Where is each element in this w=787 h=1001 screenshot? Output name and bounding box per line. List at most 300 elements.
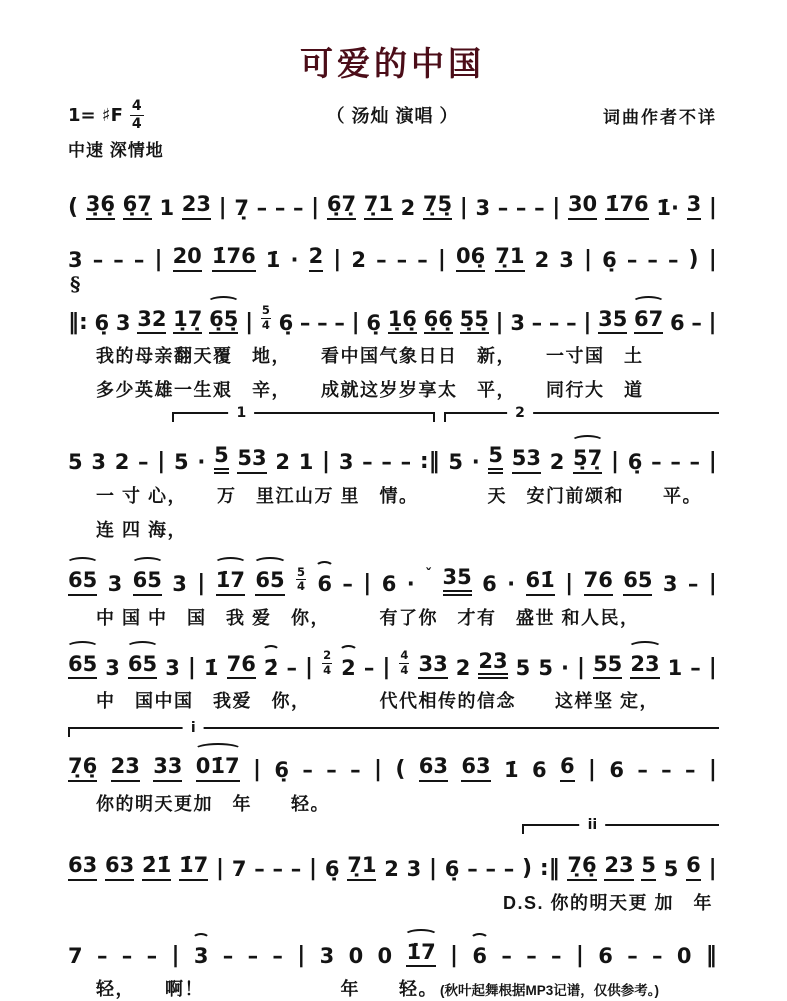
duration-dash: – [317,310,328,335]
note-token: 6 [560,755,575,782]
duration-dash: – [652,943,663,968]
bracket-label: 1 [228,405,254,422]
inline-time-signature: 2 4 [323,648,332,677]
note-token: 6 [472,945,487,968]
lyric-line: 中 国 中 国 我 爱 你， 有了你 才有 盛世 和人民， [96,607,640,628]
barline: ( [68,195,79,221]
music-system-5 [68,554,717,630]
duration-dash: – [551,943,562,968]
note-token: 1̇ [503,758,519,783]
volta-bracket-i [68,720,719,737]
note-token: 1̇7 [179,854,208,881]
note-token: 6̣5̣ [209,308,238,335]
note-token: 5 [68,450,83,475]
note-token: 3̣6̣ [86,193,115,220]
note-token: 1̣6̣ [388,308,417,335]
inline-time-signature: 4 4 [400,648,409,677]
duration-dash: – [685,758,696,783]
note-token: 6̣ [278,310,294,335]
note-token: 2 [309,245,324,272]
note-token: 6̣ [602,248,617,273]
barline: | [157,449,166,475]
barline: ( [395,757,406,783]
slur-arc [339,645,358,658]
note-token: 55 [593,653,622,680]
slur-arc [253,557,286,570]
duration-dash: – [334,310,345,335]
time-top: 4 [131,98,142,114]
note-token: 3 [107,572,123,597]
barline: :‖ [419,449,440,475]
barline: | [610,449,620,475]
duration-dash: – [342,572,353,597]
bracket-label: 2 [507,405,533,422]
volta-bracket-2 [444,405,719,422]
note-token: 6̣7̣ [327,193,356,220]
barline: | [333,246,342,272]
note-token: 7̣6̣ [567,854,596,881]
music-line [68,181,717,220]
note-token: 5 [538,655,553,680]
note-token: · [471,450,480,475]
note-token: · [406,572,415,597]
note-token: 1̣7̣ [173,308,202,335]
music-line [68,743,717,782]
note-token: 6̣7̣ [123,193,152,220]
note-token: 7̣6̣ [68,755,97,782]
duration-dash: – [667,248,679,273]
barline: | [708,856,717,881]
note-token: 3 [687,193,702,220]
duration-dash: – [400,450,412,475]
barline: | [708,570,717,596]
note-token: 1̇ [203,655,219,680]
segno-icon: § [70,271,81,296]
note-token: 7 [68,943,83,968]
lyric-line: 你的明天更加 年 轻。 [96,794,330,815]
note-token: 23 [182,193,211,220]
duration-dash: – [256,196,268,221]
tempo-marking: 中速 深情地 [68,141,164,161]
note-token: 5 [641,854,656,881]
volta-bracket-ii [522,817,719,834]
note-token: 5 [488,444,503,474]
volta-bracket-1 [172,405,436,422]
duration-dash: – [526,943,537,968]
duration-dash: – [651,450,662,475]
music-line [68,233,717,272]
note-token: 2 [114,450,130,475]
note-token: · [197,450,206,475]
note-token: 3 [406,857,422,882]
note-token: 65 [255,569,284,596]
barline: | [708,654,717,680]
note-token: 1 [298,450,314,475]
duration-dash: – [350,758,361,783]
barline: | [216,856,225,881]
note-token: 76 [584,569,613,596]
music-system-4 [68,406,717,542]
note-token: 1̇76 [605,193,649,220]
inline-time-signature: 5 4 [296,564,305,594]
duration-dash: – [274,196,286,221]
note-token: 5 [663,857,679,882]
barline: | [197,570,206,596]
duration-dash: – [292,196,304,221]
music-line [68,842,717,881]
slur-arc [262,645,281,658]
music-system-9 [68,929,717,1001]
barline: | [576,654,586,680]
music-line [68,554,717,596]
note-token: · [507,572,516,597]
note-token: 3 [115,310,131,335]
music-line [68,432,717,474]
duration-dash: – [515,196,527,221]
note-token: 2 [534,248,550,273]
note-token: 06̣ [456,245,485,272]
barline: | [587,757,596,783]
duration-dash: – [113,248,124,273]
barline: | [218,195,227,221]
duration-dash: – [627,943,638,968]
music-system-1 [68,181,717,220]
credit: 词曲作者不详 [603,107,717,127]
duration-dash: – [326,758,337,783]
duration-dash: – [92,248,104,273]
note-token: 1̇7 [406,941,435,968]
music-system-8 [68,818,717,915]
barline: | [708,757,717,783]
barline: | [311,195,320,221]
note-token: 6 [609,758,624,783]
note-token: 2 [341,657,356,680]
note-token: 5 [448,450,463,475]
lyric-line: 轻， 啊！ 年 轻。 (秋叶起舞根据MP3记谱，仅供参考。) [96,979,659,1000]
note-token: 7̣1 [347,854,376,881]
note-token: 35 [443,566,472,596]
slur-arc [207,296,240,309]
note-token: 7̣1 [495,245,524,272]
note-token: 0 [676,943,692,968]
duration-dash: – [548,310,560,335]
note-token: · [290,248,299,273]
duration-dash: – [247,943,259,968]
note-token: 63 [461,755,490,782]
bracket-label: ii [580,817,606,834]
note-token: 6̣ [366,310,381,335]
note-token: 23 [604,854,633,881]
note-token: 53 [237,447,266,474]
note-token: 2 [400,196,416,221]
duration-dash: – [566,310,577,335]
barline: | [575,942,584,968]
breath-mark-icon: ˇ [425,566,433,583]
duration-dash: – [376,248,387,273]
duration-dash: – [485,857,496,882]
duration-dash: – [254,857,265,882]
slur-arc [194,743,242,756]
barline: | [495,309,504,335]
note-token: 65 [68,653,97,680]
note-token: 6 [686,854,701,881]
slur-arc [126,641,159,654]
source-footnote: (秋叶起舞根据MP3记谱，仅供参考。) [440,983,659,999]
note-token: 3 [475,196,491,221]
duration-dash: – [689,450,701,475]
duration-dash: – [222,943,234,968]
lyric-line: 中 国中国 我爱 你， 代代相传的信念 这样坚 定， [96,691,659,712]
note-token: 6̣6̣ [424,308,453,335]
note-token: 3 [91,450,106,475]
barline: ) [688,246,699,272]
note-token: 6 [317,573,332,596]
barline: ‖ [705,942,717,968]
note-token: 53 [512,447,541,474]
note-token: 6 [482,572,497,597]
time-bottom: 4 [131,115,142,132]
note-token: 6̣ [627,450,643,475]
note-token: 6̣ [94,310,110,335]
duration-dash: – [362,450,373,475]
duration-dash: – [302,758,313,783]
barline: | [309,856,318,881]
note-token: 2 [549,450,565,475]
barline: | [437,246,446,272]
duration-dash: – [467,857,478,882]
duration-dash: – [691,310,702,335]
duration-dash: – [501,943,512,968]
note-token: 3 [165,655,180,680]
note-token: 1̇· [656,196,679,221]
barline: | [459,195,468,221]
note-token: 23 [478,650,507,680]
note-token: 23 [630,653,659,680]
slur-arc [131,557,164,570]
duration-dash: – [290,857,302,882]
barline: | [552,195,561,221]
barline: | [171,942,180,968]
song-title: 可爱的中国 [300,45,485,82]
slur-arc [66,641,99,654]
note-token: 7̣1 [364,193,393,220]
note-token: 5̣5̣ [460,308,489,335]
note-token: 6̣ [274,758,290,783]
note-token: 6̣ [324,857,340,882]
note-token: 5 [174,450,189,475]
note-token: 1 [667,655,683,680]
note-token: 3 [68,248,83,273]
note-token: 76 [227,653,256,680]
slur-arc [66,557,99,570]
barline: | [708,309,717,335]
note-token: 23 [111,755,140,782]
note-token: 3 [172,572,187,597]
key-text: 1= ♯F [68,104,123,126]
note-token: 3 [338,450,354,475]
note-token: 2 [455,655,471,680]
duration-dash: – [96,943,108,968]
note-token: 30 [568,193,597,220]
duration-dash: – [670,450,681,475]
time-signature-main [130,99,144,131]
note-token: 65 [128,653,157,680]
barline: | [565,570,574,596]
barline: | [450,942,459,968]
duration-dash: – [146,943,158,968]
note-token: 63 [68,854,97,881]
lyric-line: 多少英雄一生艰 辛， 成就这岁岁享太 平， 同行大 道 [96,380,644,401]
barline: | [708,449,717,475]
barline: | [297,942,306,968]
duration-dash: – [690,655,701,680]
barline: | [428,856,438,881]
performer: （ 汤灿 演唱 ） [326,106,459,127]
note-token: 1 [159,196,175,221]
note-token: 2 [351,248,367,273]
music-line [68,638,717,680]
duration-dash: – [121,943,133,968]
barline: | [245,309,254,335]
music-system-2 [68,233,717,272]
note-token: 6 [598,943,613,968]
slur-arc [192,933,211,946]
barline: | [373,757,382,783]
lyric-line: 我的母亲翻天覆 地， 看中国气象日日 新， 一寸国 土 [96,346,644,367]
bracket-label: i [183,720,204,737]
duration-dash: – [417,248,428,273]
note-token: 65 [623,569,652,596]
duration-dash: – [138,450,149,475]
duration-dash: – [272,857,283,882]
duration-dash: – [133,248,145,273]
note-token: 2̇ [264,657,279,680]
barline: | [382,654,391,680]
slur-arc [315,561,334,574]
note-token: 3 [105,655,120,680]
slur-arc [632,296,665,309]
note-token: 1̇7 [216,569,245,596]
duration-dash: – [626,248,638,273]
note-token: 7̣ [234,196,249,221]
barline: | [363,570,372,596]
note-token: 01̇7 [196,755,240,782]
note-token: 5 [515,655,531,680]
note-token: 3 [319,943,335,968]
music-systems [68,181,717,1001]
duration-dash: – [363,655,375,680]
note-token: 1̇ [265,248,281,273]
note-token: 0 [377,943,393,968]
duration-dash: – [647,248,658,273]
note-token: 3 [559,248,574,273]
note-token: 2̇1̇ [142,854,171,881]
note-token: 6 [669,310,685,335]
music-line [68,296,717,335]
note-token: 0 [348,943,364,968]
note-token: 6 [531,758,547,783]
duration-dash: – [661,758,672,783]
lyric-line: 一 寸 心， 万 里江山万 里 情。 天 安门前颂和 平。 [96,486,702,507]
barline: ‖: [68,309,88,335]
slur-arc [470,933,489,946]
music-system-7 [68,721,717,816]
note-token: 5 [214,444,229,474]
note-token: 32 [137,308,166,335]
lyric-line: D.S. 你的明天更 加 年 [502,892,713,913]
duration-dash: – [531,310,543,335]
barline: | [351,309,360,335]
note-token: 33 [418,653,447,680]
duration-dash: – [396,248,408,273]
duration-dash: – [534,196,545,221]
note-token: 5̣7̣ [573,447,602,474]
note-token: 7̣5̣ [423,193,452,220]
note-token: 3 [194,945,209,968]
slur-arc [404,929,437,942]
music-system-6 [68,638,717,714]
note-token: 63 [419,755,448,782]
duration-dash: – [381,450,392,475]
barline: :‖ [539,856,560,881]
barline: | [322,449,331,475]
note-token: · [560,655,569,680]
duration-dash: – [286,655,297,680]
slur-arc [571,435,604,448]
note-token: 7 [231,857,247,882]
barline: ) [521,856,533,881]
music-line [68,929,717,968]
note-token: 65 [68,569,97,596]
meta-row [68,99,717,131]
lyric-line: 连 四 海， [96,520,188,541]
duration-dash: – [299,310,311,335]
barline: | [583,246,593,272]
music-system-3 [68,271,717,403]
note-token: 61̇ [526,569,555,596]
barline: | [708,246,717,272]
inline-time-signature: 5 4 [261,303,270,332]
duration-dash: – [497,196,509,221]
key-signature [68,99,271,131]
note-token: 33 [153,755,182,782]
note-token: 2 [275,450,290,475]
slur-arc [628,641,661,654]
note-token: 35 [598,308,627,335]
barline: | [708,195,717,221]
barline: | [305,654,314,680]
note-token: 6̣ [444,857,460,882]
barline: | [154,246,163,272]
barline: | [583,309,592,335]
duration-dash: – [687,572,699,597]
note-token: 3 [510,310,525,335]
note-token: 6 [381,572,397,597]
slur-arc [214,557,247,570]
duration-dash: – [637,758,648,783]
note-token: 65 [133,569,162,596]
note-token: 63 [105,854,134,881]
barline: | [252,757,262,783]
note-token: 67 [634,308,663,335]
note-token: 2 [384,857,399,882]
barline: | [187,654,196,680]
duration-dash: – [503,857,515,882]
note-token: 1̇76 [212,245,256,272]
duration-dash: – [272,943,283,968]
note-token: 3 [662,572,678,597]
note-token: 20 [173,245,202,272]
